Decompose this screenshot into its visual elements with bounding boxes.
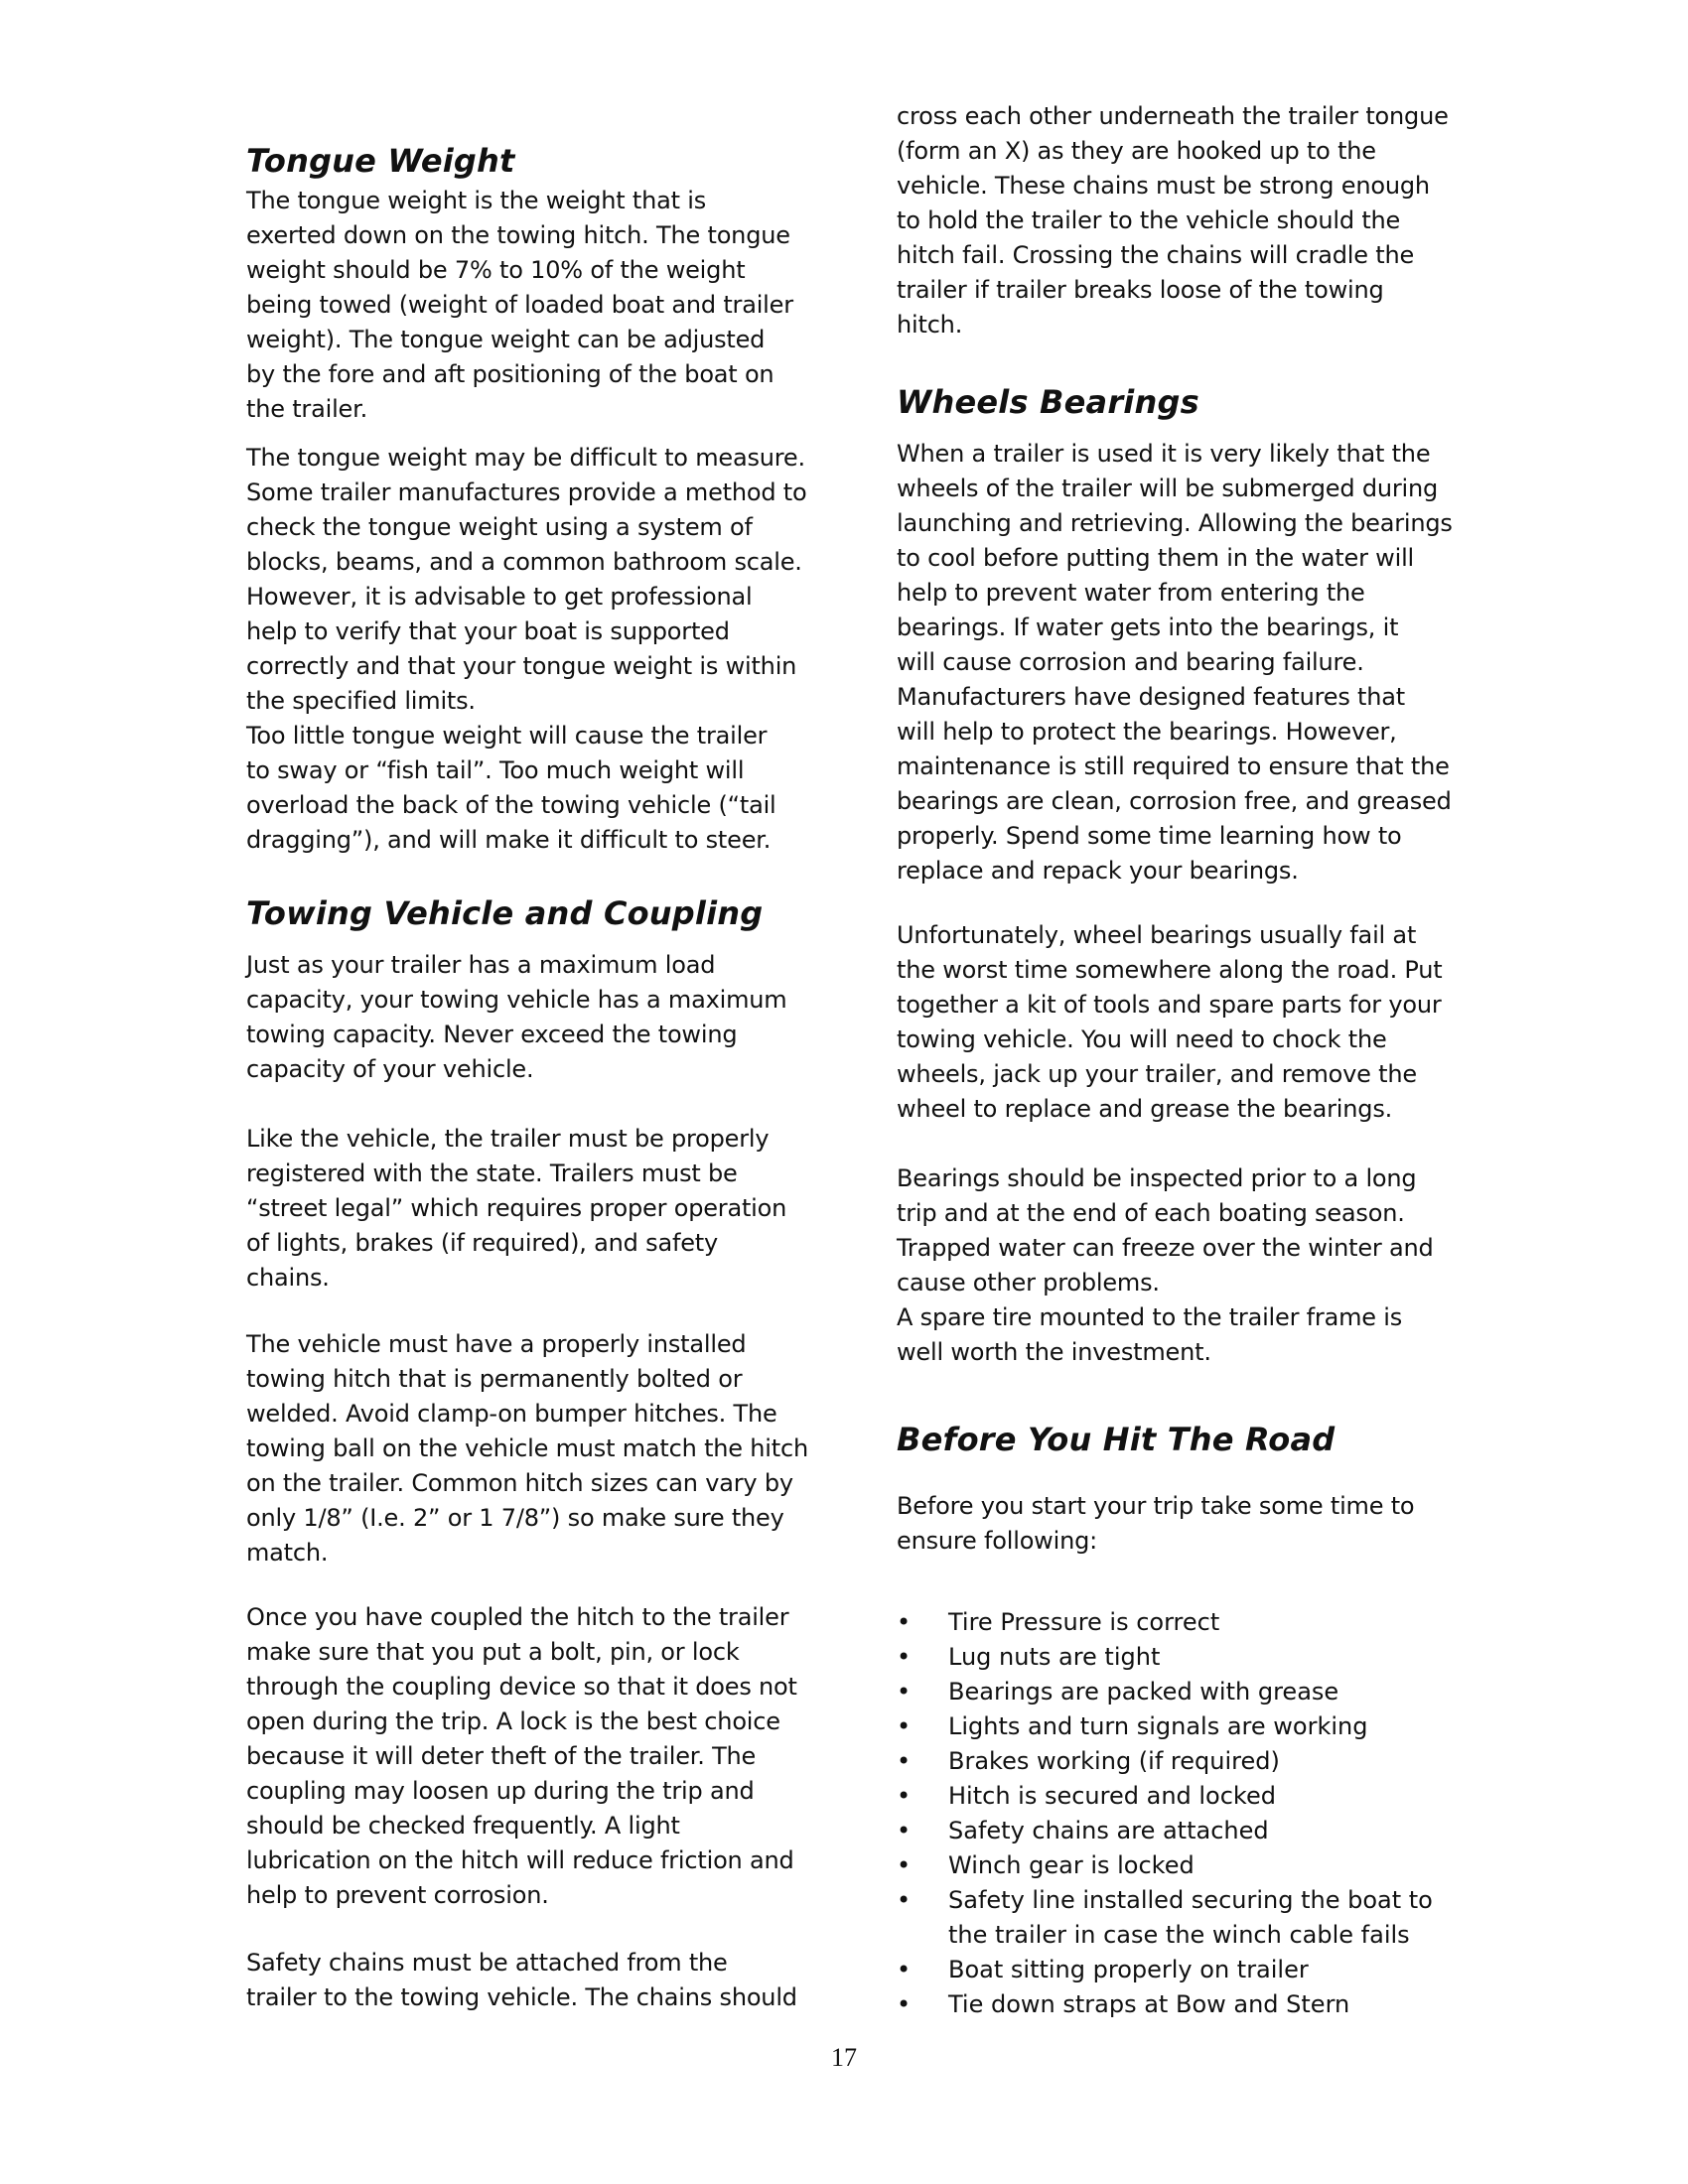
- text-line: Trapped water can freeze over the winter and: [897, 1234, 1434, 1262]
- paragraph-towing-hitch: [246, 1327, 842, 1570]
- bullet-icon: •: [897, 1608, 912, 1636]
- text-line: bearings are clean, corrosion free, and greased: [897, 787, 1452, 815]
- text-line: A spare tire mounted to the trailer frame is: [897, 1303, 1403, 1331]
- paragraph-coupling-lock: [246, 1600, 842, 1913]
- checklist-item: [897, 1883, 1492, 1953]
- text-line: the trailer.: [246, 395, 367, 423]
- text-line: Safety line installed securing the boat to: [948, 1886, 1433, 1914]
- checklist-item-text: [948, 1709, 1492, 1744]
- text-line: Tire Pressure is correct: [948, 1608, 1220, 1636]
- checklist-item-text: [948, 1848, 1492, 1883]
- text-line: Lug nuts are tight: [948, 1643, 1161, 1671]
- text-line: trailer if trailer breaks loose of the towing: [897, 276, 1384, 304]
- paragraph-bearings-inspection: [897, 1161, 1492, 1370]
- text-line: ensure following:: [897, 1527, 1098, 1555]
- heading-before-you-hit-the-road: Before You Hit The Road: [897, 1421, 1336, 1458]
- text-line: towing capacity. Never exceed the towing: [246, 1021, 738, 1048]
- text-line: the specified limits.: [246, 687, 476, 715]
- text-line: correctly and that your tongue weight is within: [246, 652, 797, 680]
- page-number: 17: [831, 2043, 857, 2072]
- text-line: The tongue weight may be difficult to measure.: [246, 444, 805, 472]
- text-line: maintenance is still required to ensure that the: [897, 752, 1450, 780]
- text-line: Winch gear is locked: [948, 1851, 1195, 1879]
- text-line: together a kit of tools and spare parts for your: [897, 991, 1442, 1019]
- text-line: open during the trip. A lock is the best choice: [246, 1707, 780, 1735]
- text-line: weight). The tongue weight can be adjusted: [246, 326, 766, 353]
- text-line: Too little tongue weight will cause the trailer: [246, 722, 768, 750]
- text-line: towing vehicle. You will need to chock the: [897, 1025, 1387, 1053]
- text-line: make sure that you put a bolt, pin, or lock: [246, 1638, 740, 1666]
- text-line: to hold the trailer to the vehicle should the: [897, 206, 1401, 234]
- text-line: Some trailer manufactures provide a method to: [246, 478, 807, 506]
- checklist-item-text: [948, 1605, 1492, 1640]
- bullet-icon: •: [897, 1817, 912, 1844]
- text-line: well worth the investment.: [897, 1338, 1211, 1366]
- checklist-item: [897, 1744, 1492, 1779]
- text-line: bearings. If water gets into the bearings, it: [897, 614, 1399, 641]
- checklist-item: [897, 1675, 1492, 1709]
- text-line: Once you have coupled the hitch to the trailer: [246, 1603, 789, 1631]
- text-line: by the fore and aft positioning of the boat on: [246, 360, 774, 388]
- checklist-item: [897, 1987, 1492, 2022]
- checklist-item: [897, 1953, 1492, 1987]
- text-line: chains.: [246, 1264, 330, 1292]
- text-line: overload the back of the towing vehicle (“tail: [246, 791, 776, 819]
- checklist-item-text: [948, 1675, 1492, 1709]
- text-line: cross each other underneath the trailer tongue: [897, 102, 1449, 130]
- bullet-icon: •: [897, 1886, 912, 1914]
- text-line: to sway or “fish tail”. Too much weight will: [246, 756, 745, 784]
- text-line: the trailer in case the winch cable fails: [948, 1921, 1410, 1949]
- text-line: Manufacturers have designed features that: [897, 683, 1405, 711]
- checklist-item: [897, 1605, 1492, 1640]
- text-line: the worst time somewhere along the road. Put: [897, 956, 1443, 984]
- checklist-item: [897, 1640, 1492, 1675]
- text-line: registered with the state. Trailers must be: [246, 1160, 738, 1187]
- text-line: Like the vehicle, the trailer must be properly: [246, 1125, 770, 1153]
- paragraph-towing-capacity: [246, 948, 842, 1087]
- text-line: capacity, your towing vehicle has a maximum: [246, 986, 787, 1014]
- checklist-item-text: [948, 1640, 1492, 1675]
- text-line: (form an X) as they are hooked up to the: [897, 137, 1376, 165]
- checklist-item-text: [948, 1779, 1492, 1814]
- text-line: properly. Spend some time learning how to: [897, 822, 1402, 850]
- text-line: on the trailer. Common hitch sizes can vary by: [246, 1469, 793, 1497]
- pre-trip-checklist: [897, 1605, 1492, 2022]
- text-line: Tie down straps at Bow and Stern: [948, 1990, 1350, 2018]
- text-line: will cause corrosion and bearing failure.: [897, 648, 1364, 676]
- text-line: dragging”), and will make it difficult to steer.: [246, 826, 772, 854]
- text-line: should be checked frequently. A light: [246, 1812, 680, 1840]
- text-line: help to prevent corrosion.: [246, 1881, 549, 1909]
- text-line: The tongue weight is the weight that is: [246, 187, 707, 214]
- text-line: Before you start your trip take some time to: [897, 1492, 1415, 1520]
- text-line: vehicle. These chains must be strong enough: [897, 172, 1430, 200]
- paragraph-tongue-weight-definition: [246, 184, 842, 427]
- text-line: help to prevent water from entering the: [897, 579, 1365, 607]
- text-line: lubrication on the hitch will reduce friction and: [246, 1846, 794, 1874]
- heading-wheel-bearings: Wheels Bearings: [897, 383, 1199, 421]
- text-line: Lights and turn signals are working: [948, 1712, 1368, 1740]
- heading-tongue-weight: Tongue Weight: [246, 142, 515, 180]
- checklist-item-text: [948, 1953, 1492, 1987]
- text-line: only 1/8” (I.e. 2” or 1 7/8”) so make sure they: [246, 1504, 784, 1532]
- text-line: replace and repack your bearings.: [897, 857, 1299, 885]
- text-line: “street legal” which requires proper operation: [246, 1194, 787, 1222]
- checklist-item-text: [948, 1814, 1492, 1848]
- text-line: help to verify that your boat is supported: [246, 617, 730, 645]
- text-line: However, it is advisable to get professional: [246, 583, 753, 611]
- text-line: Bearings are packed with grease: [948, 1678, 1339, 1706]
- text-line: Boat sitting properly on trailer: [948, 1956, 1309, 1983]
- text-line: wheels, jack up your trailer, and remove the: [897, 1060, 1417, 1088]
- text-line: Brakes working (if required): [948, 1747, 1280, 1775]
- text-line: towing ball on the vehicle must match the hitch: [246, 1434, 808, 1462]
- text-line: wheels of the trailer will be submerged during: [897, 475, 1439, 502]
- text-line: coupling may loosen up during the trip and: [246, 1777, 755, 1805]
- text-line: The vehicle must have a properly installed: [246, 1330, 747, 1358]
- paragraph-trailer-registration: [246, 1122, 842, 1296]
- bullet-icon: •: [897, 1712, 912, 1740]
- text-line: Hitch is secured and locked: [948, 1782, 1276, 1810]
- bullet-icon: •: [897, 1643, 912, 1671]
- text-line: welded. Avoid clamp-on bumper hitches. The: [246, 1400, 777, 1428]
- text-line: being towed (weight of loaded boat and trailer: [246, 291, 793, 319]
- paragraph-tongue-weight-measurement: [246, 441, 842, 858]
- text-line: exerted down on the towing hitch. The tongue: [246, 221, 790, 249]
- text-line: Safety chains are attached: [948, 1817, 1269, 1844]
- text-line: hitch.: [897, 311, 963, 339]
- paragraph-bearings-submerged: [897, 437, 1492, 888]
- text-line: weight should be 7% to 10% of the weight: [246, 256, 746, 284]
- text-line: launching and retrieving. Allowing the bearings: [897, 509, 1453, 537]
- text-line: to cool before putting them in the water will: [897, 544, 1415, 572]
- text-line: trip and at the end of each boating season.: [897, 1199, 1405, 1227]
- bullet-icon: •: [897, 1956, 912, 1983]
- text-line: check the tongue weight using a system of: [246, 513, 753, 541]
- checklist-item: [897, 1709, 1492, 1744]
- paragraph-bearings-failure-kit: [897, 918, 1492, 1127]
- text-line: Just as your trailer has a maximum load: [246, 951, 716, 979]
- text-line: blocks, beams, and a common bathroom scale.: [246, 548, 802, 576]
- bullet-icon: •: [897, 1851, 912, 1879]
- text-line: Unfortunately, wheel bearings usually fail at: [897, 921, 1417, 949]
- text-line: Bearings should be inspected prior to a long: [897, 1164, 1417, 1192]
- bullet-icon: •: [897, 1782, 912, 1810]
- text-line: of lights, brakes (if required), and safety: [246, 1229, 718, 1257]
- text-line: hitch fail. Crossing the chains will cradle the: [897, 241, 1415, 269]
- bullet-icon: •: [897, 1747, 912, 1775]
- text-line: capacity of your vehicle.: [246, 1055, 534, 1083]
- text-line: will help to protect the bearings. However,: [897, 718, 1397, 746]
- text-line: cause other problems.: [897, 1269, 1160, 1297]
- paragraph-safety-chains-continued: [897, 99, 1492, 342]
- checklist-item: [897, 1779, 1492, 1814]
- checklist-item: [897, 1848, 1492, 1883]
- text-line: because it will deter theft of the trailer. The: [246, 1742, 757, 1770]
- checklist-item-text: [948, 1744, 1492, 1779]
- text-line: When a trailer is used it is very likely that the: [897, 440, 1431, 468]
- bullet-icon: •: [897, 1678, 912, 1706]
- bullet-icon: •: [897, 1990, 912, 2018]
- text-line: towing hitch that is permanently bolted or: [246, 1365, 743, 1393]
- checklist-item: [897, 1814, 1492, 1848]
- text-line: trailer to the towing vehicle. The chains should: [246, 1983, 797, 2011]
- text-line: Safety chains must be attached from the: [246, 1949, 728, 1977]
- paragraph-safety-chains: [246, 1946, 842, 2015]
- paragraph-before-trip-intro: [897, 1489, 1492, 1559]
- text-line: through the coupling device so that it does not: [246, 1673, 797, 1701]
- text-line: match.: [246, 1539, 329, 1567]
- checklist-item-text: [948, 1987, 1492, 2022]
- heading-towing-vehicle-coupling: Towing Vehicle and Coupling: [246, 894, 764, 932]
- checklist-item-text: [948, 1883, 1492, 1953]
- text-line: wheel to replace and grease the bearings.: [897, 1095, 1393, 1123]
